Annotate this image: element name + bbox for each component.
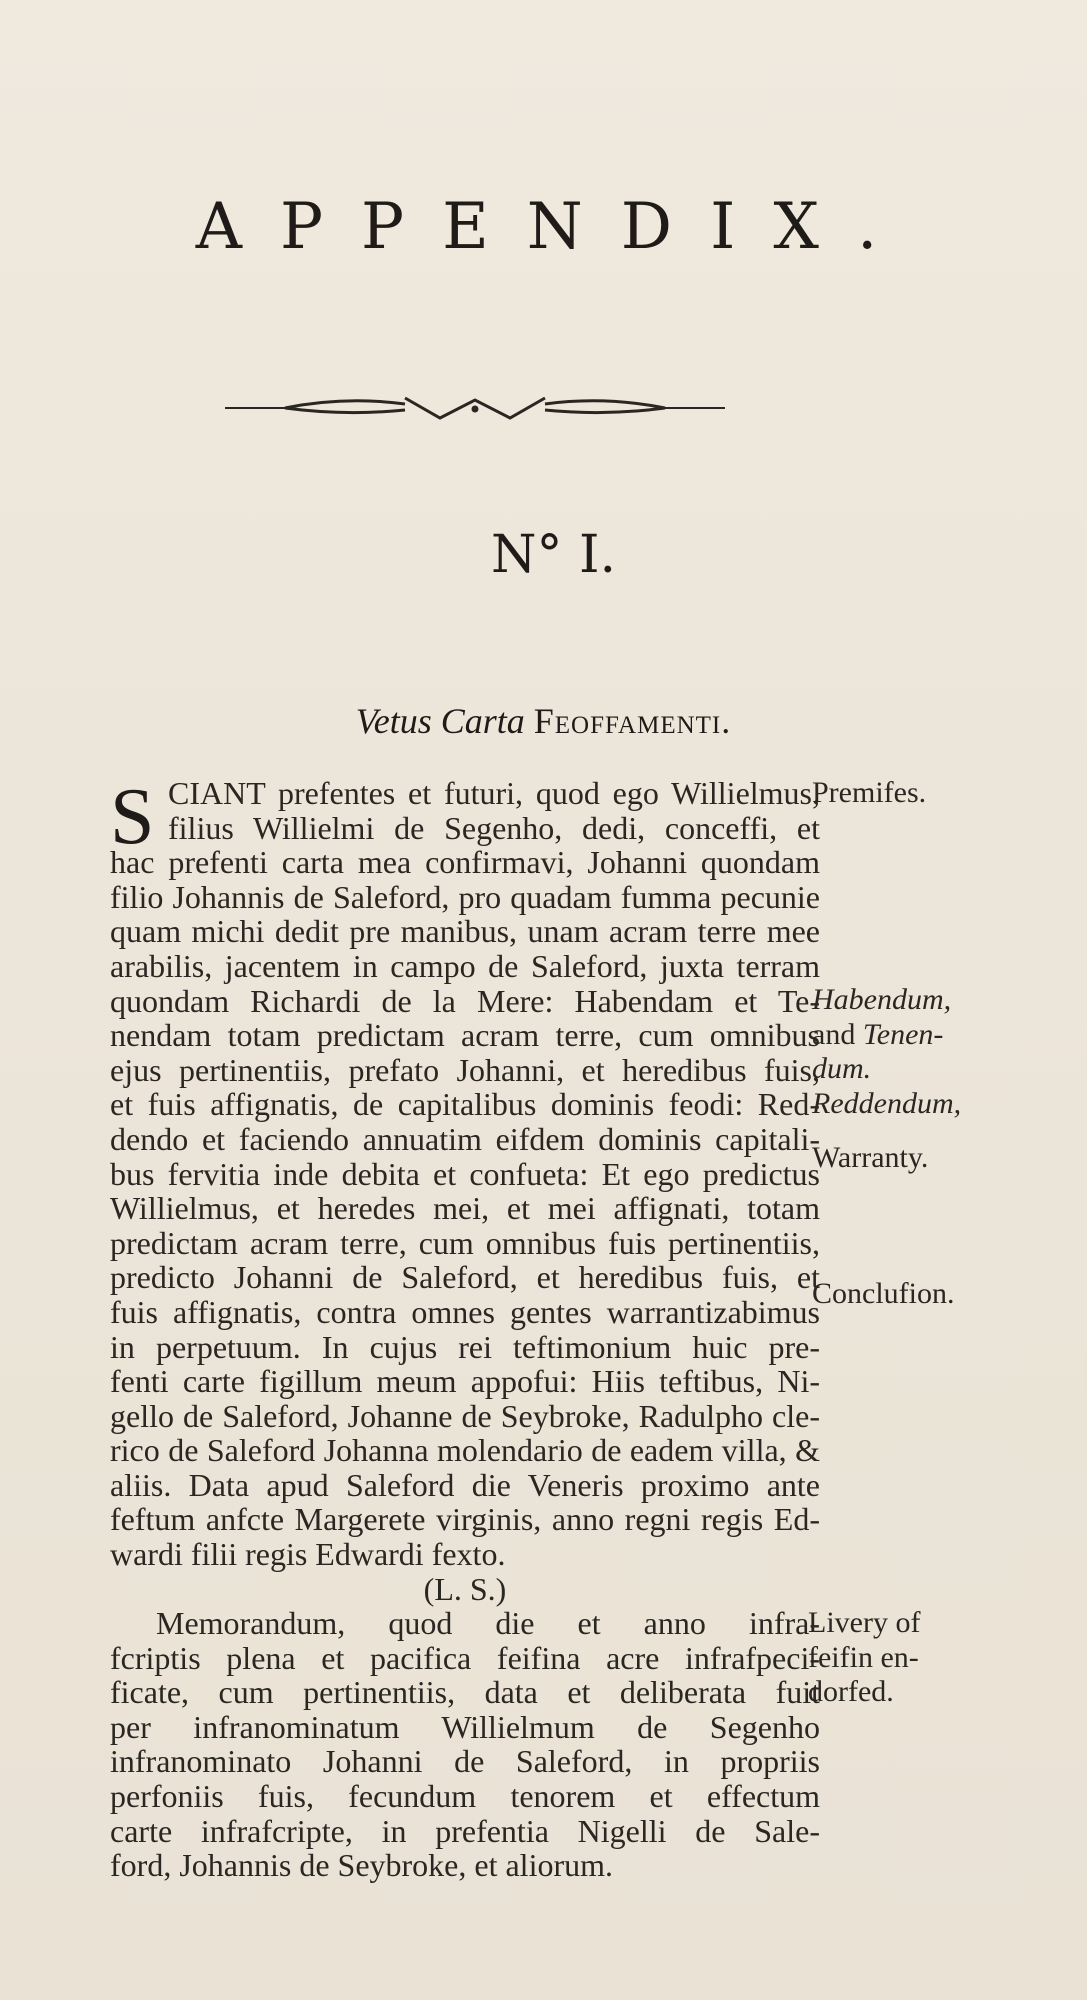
ornament-divider xyxy=(225,388,725,428)
charter-line: dendo et faciendo annuatim eifdem dominis capitali- xyxy=(110,1120,820,1157)
margin-dum: dum. xyxy=(812,1052,872,1086)
seal-mark: (L. S.) xyxy=(423,1570,507,1607)
margin-tenendum-italic: Tenen- xyxy=(862,1017,944,1051)
charter-line: filio Johannis de Saleford, pro quadam fumma pecunie xyxy=(110,878,820,915)
margin-note-livery xyxy=(808,1606,1068,1710)
margin-note-habendum xyxy=(812,983,1072,1121)
memorandum-line: carte infrafcripte, in prefentia Nigelli de Sale- xyxy=(110,1812,820,1849)
subtitle-smallcaps: Feoffamenti. xyxy=(533,701,732,741)
charter-text xyxy=(110,773,820,1607)
charter-line: feftum anfcte Margerete virginis, anno regni regis Ed- xyxy=(110,1501,820,1538)
subtitle-italic: Vetus Carta xyxy=(355,701,525,741)
memorandum-text xyxy=(110,1606,820,1883)
margin-habendum: Habendum, xyxy=(812,983,952,1016)
charter-line: nendam totam predictam acram terre, cum omnibus xyxy=(110,1017,820,1054)
appendix-heading: APPENDIX. xyxy=(195,190,916,264)
charter-line: ejus pertinentiis, prefato Johanni, et heredibus fuis, xyxy=(110,1051,820,1088)
charter-line: wardi filii regis Edwardi fexto. xyxy=(110,1536,506,1573)
margin-livery-2: feifin en- xyxy=(808,1640,919,1674)
charter-line: filius Willielmi de Segenho, dedi, conceffi, et xyxy=(168,809,820,846)
memorandum-line: Memorandum, quod die et anno infra- xyxy=(156,1605,820,1641)
memorandum-line: perfoniis fuis, fecundum tenorem et effectum xyxy=(110,1777,820,1814)
margin-note-warranty: Warranty. xyxy=(812,1141,929,1174)
margin-livery-1: Livery of xyxy=(808,1606,921,1639)
memorandum-line: per infranominatum Willielmum de Segenho xyxy=(110,1708,820,1745)
charter-line: arabilis, jacentem in campo de Saleford, juxta terram xyxy=(110,947,820,984)
margin-note-premises: Premifes. xyxy=(812,776,927,809)
charter-line: fuis affignatis, contra omnes gentes warrantizabimus xyxy=(110,1293,820,1330)
memorandum-line: infranominato Johanni de Saleford, in propriis xyxy=(110,1743,820,1780)
charter-line: rico de Saleford Johanna molendario de eadem villa, & xyxy=(110,1432,820,1469)
charter-line: fenti carte figillum meum appofui: Hiis teftibus, Ni- xyxy=(110,1363,820,1400)
charter-line: gello de Saleford, Johanne de Seybroke, Radulpho cle- xyxy=(110,1397,820,1434)
charter-line: aliis. Data apud Saleford die Veneris proximo ante xyxy=(110,1466,820,1503)
subtitle xyxy=(0,700,1087,742)
charter-line: predictam acram terre, cum omnibus fuis pertinentiis, xyxy=(110,1224,820,1261)
margin-and-tenendum: and Tenen- xyxy=(812,1017,944,1051)
memorandum-line: ficate, cum pertinentiis, data et deliberata fuit xyxy=(110,1674,820,1711)
charter-line: in perpetuum. In cujus rei teftimonium huic pre- xyxy=(110,1328,820,1365)
charter-line: Willielmus, et heredes mei, et mei affignati, totam xyxy=(110,1190,820,1227)
charter-line: bus fervitia inde debita et confueta: Et ego predictus xyxy=(110,1155,820,1192)
charter-line: predicto Johanni de Saleford, et heredibus fuis, et xyxy=(110,1259,820,1296)
margin-note-conclusion: Conclufion. xyxy=(812,1277,955,1310)
margin-reddendum: Reddendum, xyxy=(812,1086,962,1120)
memorandum-line: fcriptis plena et pacifica feifina acre infrafpeci- xyxy=(110,1639,820,1676)
number-heading: N° I. xyxy=(490,525,617,585)
memorandum-line: ford, Johannis de Seybroke, et aliorum. xyxy=(110,1847,613,1884)
charter-line: quondam Richardi de la Mere: Habendam et Te- xyxy=(110,982,820,1019)
charter-line: CIANT prefentes et futuri, quod ego Willielmus, xyxy=(168,775,820,811)
charter-line: hac prefenti carta mea confirmavi, Johanni quondam xyxy=(110,844,820,881)
charter-line: et fuis affignatis, de capitalibus dominis feodi: Red- xyxy=(110,1086,820,1123)
margin-livery-3: dorfed. xyxy=(808,1675,894,1709)
drop-capital: S xyxy=(110,773,155,861)
charter-line: quam michi dedit pre manibus, unam acram terre mee xyxy=(110,913,820,950)
